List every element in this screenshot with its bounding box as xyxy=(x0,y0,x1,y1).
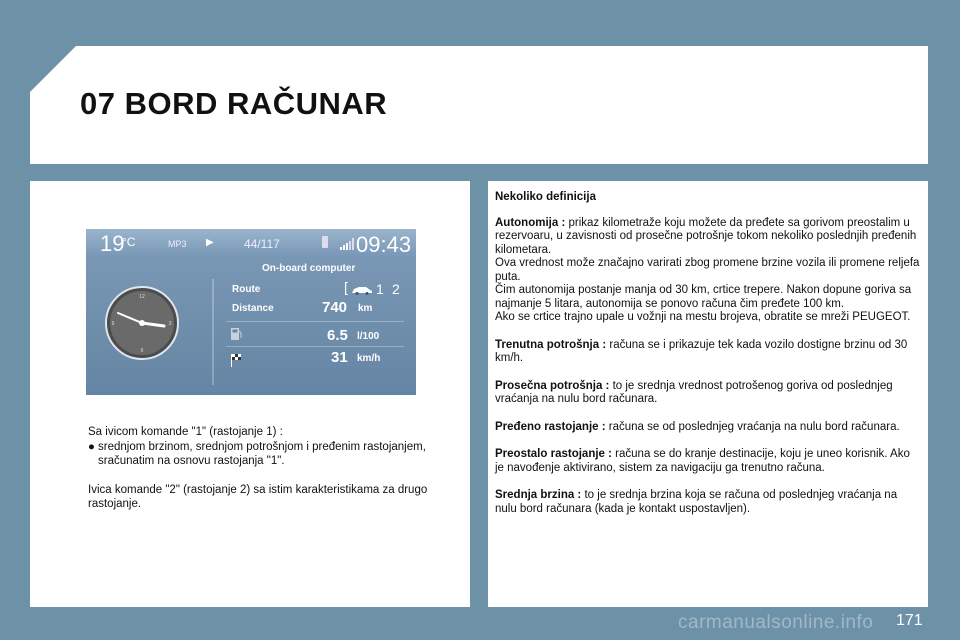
definition-autonomy xyxy=(495,217,921,325)
route-2: 2 xyxy=(392,281,400,297)
fuel-pump-icon xyxy=(230,327,242,341)
distance-label: Distance xyxy=(232,303,274,314)
clock-label-12: 12 xyxy=(139,294,145,300)
speed-value: 31 xyxy=(331,349,348,366)
definition-text: računa se i prikazuje tek kada vozilo dostigne brzinu od 30 km/h. xyxy=(495,338,908,364)
definition-remaining-distance xyxy=(495,448,921,475)
left-paragraph-2: Ivica komande "2" (rastojanje 2) sa istim karakteristikama za drugo rastojanje. xyxy=(88,483,428,510)
definitions xyxy=(495,191,921,530)
definition-text-extra: Čim autonomija postanje manja od 30 km, crtice trepere. Nakon dopune goriva sa najmanje 5 litara, autonomija se ponovo računa čim pređete 100 km. xyxy=(495,284,912,310)
distance-unit: km xyxy=(358,303,373,314)
consumption-unit: l/100 xyxy=(357,331,380,342)
page-number: 171 xyxy=(896,612,923,629)
route-1: 1 xyxy=(376,281,384,297)
left-line-1: Sa ivicom komande "1" (rastojanje 1) : xyxy=(88,426,283,438)
definition-term: Srednja brzina : xyxy=(495,489,582,501)
watermark: carmanualsonline.info xyxy=(678,612,874,633)
definition-instant-consumption xyxy=(495,339,921,366)
definition-text: prikaz kilometraže koju možete da pređete sa gorivom preostalim u rezervoaru, u zavisnosti od prosečne potrošnje tokom nekoliko poslednjih pređenih kilometara. xyxy=(495,216,917,256)
row-separator xyxy=(226,321,404,322)
speed-unit: km/h xyxy=(357,353,381,364)
definition-distance-travelled xyxy=(495,421,921,435)
checkered-flag-icon xyxy=(230,353,244,367)
definition-term: Prosečna potrošnja : xyxy=(495,379,610,392)
definition-average-speed xyxy=(495,489,921,516)
row-separator xyxy=(226,346,404,347)
onboard-display xyxy=(86,229,416,395)
definition-text: to je srednja vrednost potrošenog goriva od poslednjeg vraćanja na nulu bord računara. xyxy=(495,379,893,405)
definition-text: to je srednja brzina koja se računa od poslednjeg vraćanja na nulu bord računara (kada je kontakt uspostavljen). xyxy=(495,489,898,515)
page-title: 07 BORD RAČUNAR xyxy=(80,86,388,121)
play-icon: ▶ xyxy=(206,237,214,248)
left-description xyxy=(88,425,428,512)
clock-label-6: 6 xyxy=(140,348,144,354)
distance-value: 740 xyxy=(322,299,348,316)
temperature-value: 19 xyxy=(100,231,125,256)
bullet-icon: ● xyxy=(88,440,95,453)
definition-term: Pređeno rastojanje : xyxy=(495,420,606,433)
definition-text: računa se do kranje destinacije, koju je uneo korisnik. Ako je navođenje aktivirano, sistem za navigaciju ga trenutno računa. xyxy=(495,448,910,474)
clock-label-9: 9 xyxy=(111,321,115,327)
route-label: Route xyxy=(232,284,261,295)
car-icon xyxy=(351,286,373,295)
definition-text-extra: Ova vrednost može značajno varirati zbog promene brzine vozila ili promene reljefa puta. xyxy=(495,257,920,283)
route-bracket: [ xyxy=(344,279,348,295)
analog-clock xyxy=(94,285,190,361)
definition-text: računa se od poslednjeg vraćanja na nulu bord računara. xyxy=(608,420,900,433)
audio-source: MP3 xyxy=(168,239,187,249)
definitions-heading: Nekoliko definicija xyxy=(495,191,596,203)
definition-text-extra: Ako se crtice trajno upale u vožnji na mestu brojeva, obratite se mreži PEUGEOT. xyxy=(495,311,911,323)
track-counter: 44/117 xyxy=(244,237,280,251)
left-bullet-text: srednjom brzinom, srednjom potrošnjom i pređenim rastojanjem, sračunatim na osnovu rastojanja "1". xyxy=(98,440,426,467)
phone-icon xyxy=(322,236,328,248)
clock-label-3: 3 xyxy=(168,321,172,327)
definition-average-consumption xyxy=(495,380,921,407)
signal-icon xyxy=(340,238,354,250)
left-bullet-item xyxy=(88,440,428,469)
definition-term: Trenutna potrošnja : xyxy=(495,338,607,351)
definition-term: Autonomija : xyxy=(495,216,566,229)
display-divider xyxy=(212,279,214,385)
display-subtitle: On-board computer xyxy=(262,263,356,274)
consumption-value: 6.5 xyxy=(327,327,348,344)
clock-time: 09:43 xyxy=(356,232,412,257)
definition-term: Preostalo rastojanje : xyxy=(495,448,612,460)
temperature-unit: °C xyxy=(122,235,136,249)
